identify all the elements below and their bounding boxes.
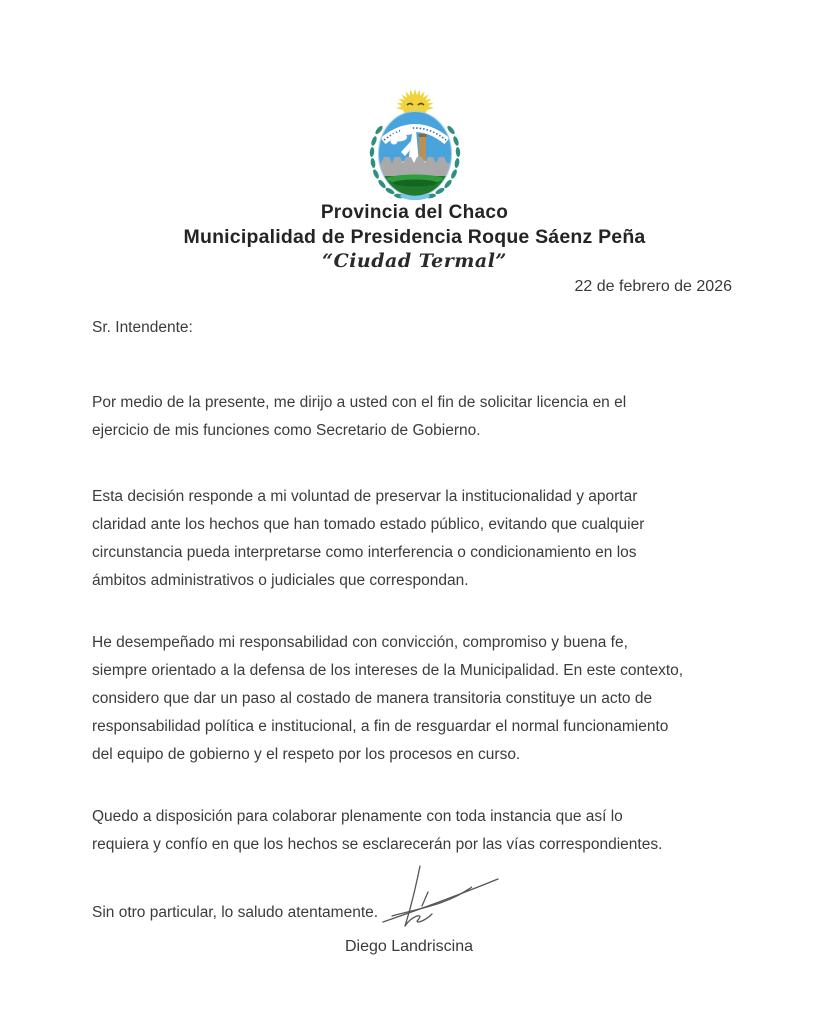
paragraph-1 [92, 389, 626, 445]
signature-name: Diego Landriscina [344, 938, 474, 955]
paragraph-line: ejercicio de mis funciones como Secretario de Gobierno. [92, 422, 481, 439]
letterhead-municipality: Municipalidad de Presidencia Roque Sáenz Peña [183, 226, 646, 248]
paragraph-line: del equipo de gobierno y el respeto por los procesos en curso. [92, 746, 521, 763]
paragraph-line: Por medio de la presente, me dirijo a usted con el fin de solicitar licencia en el [92, 394, 627, 411]
paragraph-line: siempre orientado a la defensa de los intereses de la Municipalidad. En este contexto, [92, 662, 684, 679]
paragraph-line: Quedo a disposición para colaborar plenamente con toda instancia que así lo [92, 808, 623, 825]
closing-line: Sin otro particular, lo saludo atentamente. [92, 904, 379, 921]
paragraph-line: Esta decisión responde a mi voluntad de preservar la institucionalidad y aportar [92, 488, 638, 505]
paragraph-line: ámbitos administrativos o judiciales que correspondan. [92, 572, 469, 589]
letter-date: 22 de febrero de 2026 [574, 278, 732, 295]
paragraph-line: claridad ante los hechos que han tomado estado público, evitando que cualquier [92, 516, 645, 533]
paragraph-3 [92, 629, 683, 769]
paragraph-4 [92, 803, 662, 859]
letterhead-province: Provincia del Chaco [320, 202, 509, 223]
paragraph-2 [92, 483, 644, 595]
letterhead-motto: “Ciudad Termal” [322, 250, 507, 272]
paragraph-line: considero que dar un paso al costado de manera transitoria constituye un acto de [92, 690, 653, 707]
paragraph-line: He desempeñado mi responsabilidad con convicción, compromiso y buena fe, [92, 634, 628, 651]
paragraph-line: requiera y confío en que los hechos se esclarecerán por las vías correspondientes. [92, 836, 663, 853]
handwritten-signature [380, 862, 505, 934]
paragraph-line: responsabilidad política e institucional, a fin de resguardar el normal funcionamiento [92, 718, 669, 735]
paragraph-line: circunstancia pueda interpretarse como interferencia o condicionamiento en los [92, 544, 637, 561]
municipal-coat-of-arms-icon [349, 84, 481, 200]
salutation: Sr. Intendente: [92, 319, 193, 336]
